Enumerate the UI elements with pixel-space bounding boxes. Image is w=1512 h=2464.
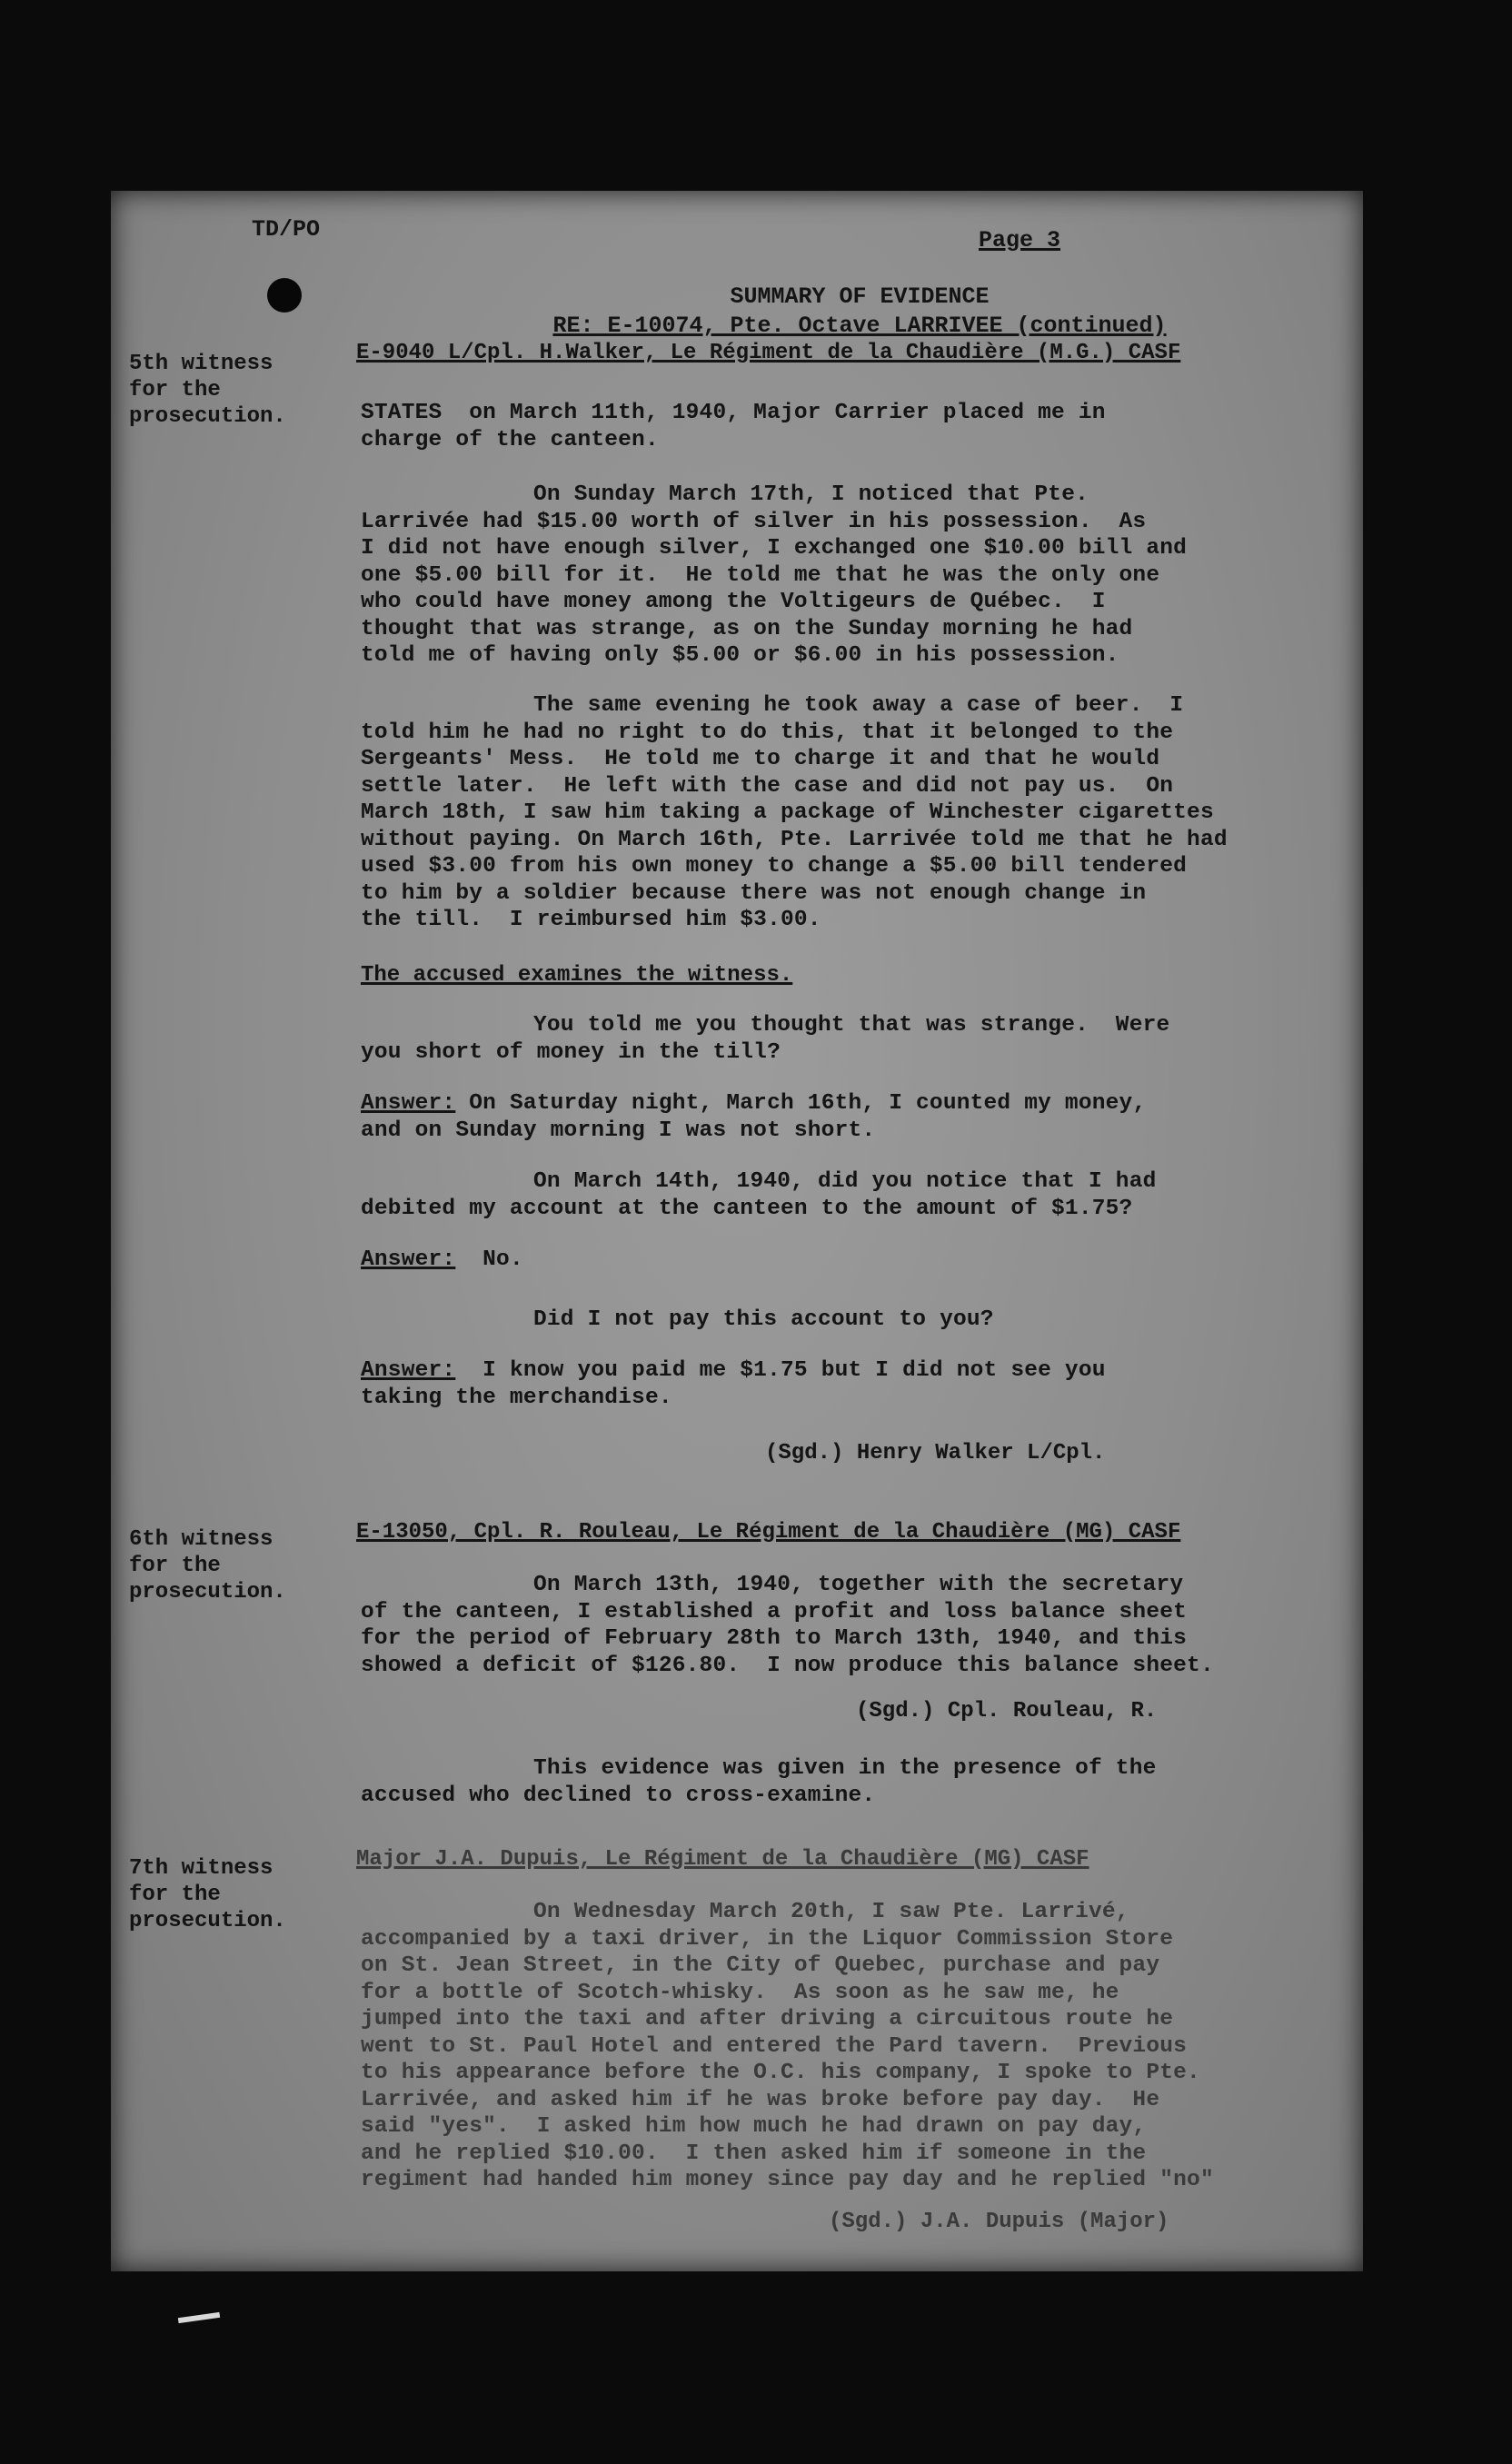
witness-7-signature: (Sgd.) J.A. Dupuis (Major) <box>829 2210 1169 2234</box>
question-3: Did I not pay this account to you? <box>533 1307 994 1332</box>
document-page <box>111 191 1363 2271</box>
hole-punch-mark <box>267 278 302 313</box>
scan-artifact <box>178 2312 220 2323</box>
witness-5-statement-p2: On Sunday March 17th, I noticed that Pte. Larrivée had $15.00 worth of silver in his possession. As I did not have enough silver, I exchanged one $10.00 bill and one $5.00 bill for it. He told me that he was the only one who could have money among the Voltigeurs de Québec. I thought that was strange, as on the Sunday morning he had told me of having only $5.00 or $6.00 in his possession. <box>361 482 1188 668</box>
answer-2: Answer: No. <box>361 1247 523 1272</box>
witness-6-signature: (Sgd.) Cpl. Rouleau, R. <box>856 1699 1158 1724</box>
question-2: On March 14th, 1940, did you notice that I had debited my account at the canteen to the amount of $1.75? <box>361 1169 1157 1221</box>
re-line: RE: E-10074, Pte. Octave LARRIVEE (continued) <box>552 313 1167 339</box>
answer-3: Answer: I know you paid me $1.75 but I did not see you taking the merchandise. <box>361 1358 1106 1410</box>
witness-5-signature: (Sgd.) Henry Walker L/Cpl. <box>765 1441 1106 1465</box>
page-number: Page 3 <box>979 227 1061 253</box>
witness-7-margin-note: 7th witness for the prosecution. <box>129 1856 286 1933</box>
witness-7-statement: On Wednesday March 20th, I saw Pte. Larrivé, accompanied by a taxi driver, in the Liquor Commission Store on St. Jean Street, in the City of Quebec, purchase and pay for a bottle of Scotch-whisky. As soon as he saw me, he jumped into the taxi and after driving a circuitous route he went to St. Paul Hotel and entered the Pard tavern. Previous to his appearance before the O.C. his company, I spoke to Pte. Larrivée, and asked him if he was broke before pay day. He said "yes". I asked him how much he had drawn on pay day, and he replied $10.00. I then asked him if someone in the regiment had handed him money since pay day and he replied "no" <box>361 1900 1214 2192</box>
answer-1: Answer: On Saturday night, March 16th, I counted my money, and on Sunday morning I was not short. <box>361 1091 1147 1143</box>
witness-5-heading: E-9040 L/Cpl. H.Walker, Le Régiment de la Chaudière (M.G.) CASF <box>356 341 1181 365</box>
question-1: You told me you thought that was strange. Were you short of money in the till? <box>361 1013 1170 1065</box>
witness-7-heading: Major J.A. Dupuis, Le Régiment de la Chaudière (MG) CASF <box>356 1847 1089 1872</box>
witness-5-statement-p1: STATES on March 11th, 1940, Major Carrier placed me in charge of the canteen. <box>361 401 1106 452</box>
cross-exam-heading: The accused examines the witness. <box>361 963 793 988</box>
reference-code: TD/PO <box>252 216 321 243</box>
witness-6-note: This evidence was given in the presence of the accused who declined to cross-examine. <box>361 1756 1157 1808</box>
document-title: SUMMARY OF EVIDENCE <box>730 283 990 310</box>
witness-6-margin-note: 6th witness for the prosecution. <box>129 1527 286 1605</box>
witness-5-statement-p3: The same evening he took away a case of beer. I told him he had no right to do this, that it belonged to the Sergeants' Mess. He told me to charge it and that he would settle later. He left with the case and did not pay us. On March 18th, I saw him taking a package of Winchester cigarettes without paying. On March 16th, Pte. Larrivée told me that he had used $3.00 from his own money to change a $5.00 bill tendered to him by a soldier because there was not enough change in the till. I reimbursed him $3.00. <box>361 693 1228 932</box>
witness-5-margin-note: 5th witness for the prosecution. <box>129 352 286 429</box>
witness-6-statement: On March 13th, 1940, together with the secretary of the canteen, I established a profit and loss balance sheet for the period of February 28th to March 13th, 1940, and this showed a deficit of $126.80. I now produce this balance sheet. <box>361 1573 1214 1678</box>
witness-6-heading: E-13050, Cpl. R. Rouleau, Le Régiment de la Chaudière (MG) CASF <box>356 1520 1181 1545</box>
